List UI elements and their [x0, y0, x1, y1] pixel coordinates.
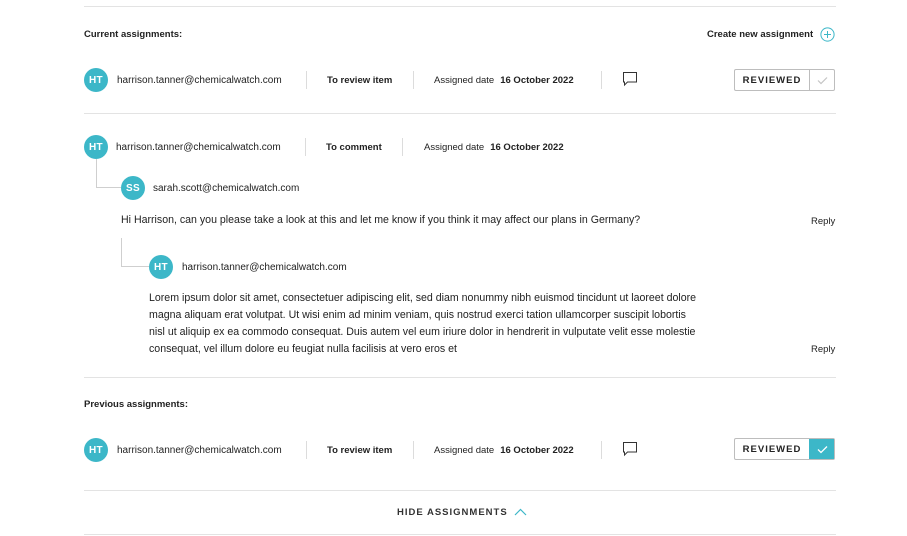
- reviewed-label: REVIEWED: [742, 74, 802, 86]
- hide-assignments-label: HIDE ASSIGNMENTS: [397, 506, 508, 518]
- checkmark-icon: [809, 70, 834, 90]
- row-divider: [84, 113, 836, 114]
- section-divider: [84, 377, 836, 378]
- commenter-email: harrison.tanner@chemicalwatch.com: [182, 262, 347, 273]
- avatar: HT: [84, 438, 108, 462]
- current-assignments-heading: Current assignments:: [84, 29, 183, 40]
- top-divider: [84, 6, 836, 7]
- assignment-type: To review item: [327, 445, 393, 456]
- divider: [413, 71, 414, 89]
- assigned-date: Assigned date 16 October 2022: [424, 142, 564, 153]
- commenter-email: sarah.scott@chemicalwatch.com: [153, 183, 300, 194]
- chevron-up-icon: [514, 508, 527, 516]
- comment-icon[interactable]: [622, 441, 638, 462]
- avatar: HT: [149, 255, 173, 279]
- thread-connector: [96, 159, 121, 188]
- avatar: SS: [121, 176, 145, 200]
- comment-text: Hi Harrison, can you please take a look at this and let me know if you think it may affect our plans in Germany?: [121, 214, 641, 226]
- divider: [402, 138, 403, 156]
- assignee-email: harrison.tanner@chemicalwatch.com: [117, 75, 282, 86]
- reviewed-button[interactable]: [734, 69, 835, 91]
- thread-connector: [121, 238, 149, 267]
- create-new-assignment-label: Create new assignment: [707, 28, 814, 40]
- assignee-email: harrison.tanner@chemicalwatch.com: [117, 445, 282, 456]
- divider: [413, 441, 414, 459]
- divider: [305, 138, 306, 156]
- bottom-divider: [84, 534, 836, 535]
- comment-line: Lorem ipsum dolor sit amet, consectetuer adipiscing elit, sed diam nonummy nibh euismod tincidunt ut laoreet dolore: [149, 292, 697, 304]
- assignee-email: harrison.tanner@chemicalwatch.com: [116, 142, 281, 153]
- divider: [601, 71, 602, 89]
- comment-icon[interactable]: [622, 71, 638, 92]
- assigned-date: Assigned date 16 October 2022: [434, 75, 574, 86]
- assignment-type: To comment: [326, 142, 382, 153]
- comment-line: magna aliquam erat volutpat. Ut wisi enim ad minim veniam, quis nostrud exerci tation ullamcorper suscipit lobortis: [149, 309, 686, 321]
- avatar: HT: [84, 135, 108, 159]
- divider: [306, 441, 307, 459]
- comment-text: [149, 290, 789, 358]
- divider: [306, 71, 307, 89]
- plus-circle-icon: [820, 27, 835, 42]
- comment-line: nisl ut aliquip ex ea commodo consequat. Duis autem vel eum iriure dolor in hendrerit in vulputate velit esse molestie: [149, 326, 696, 338]
- hide-assignments-button[interactable]: [397, 505, 527, 519]
- reply-link[interactable]: Reply: [811, 216, 836, 227]
- previous-assignments-heading: Previous assignments:: [84, 399, 189, 410]
- assigned-date: Assigned date 16 October 2022: [434, 445, 574, 456]
- assignment-type: To review item: [327, 75, 393, 86]
- create-new-assignment-button[interactable]: [707, 26, 835, 42]
- reviewed-label: REVIEWED: [742, 443, 802, 455]
- avatar: HT: [84, 68, 108, 92]
- divider: [601, 441, 602, 459]
- comment-line: consequat, vel illum dolore eu feugiat nulla facilisis at vero eros et: [149, 343, 457, 355]
- checkmark-icon: [809, 439, 834, 459]
- reply-link[interactable]: Reply: [811, 344, 836, 355]
- reviewed-button[interactable]: [734, 438, 835, 460]
- row-divider: [84, 490, 836, 491]
